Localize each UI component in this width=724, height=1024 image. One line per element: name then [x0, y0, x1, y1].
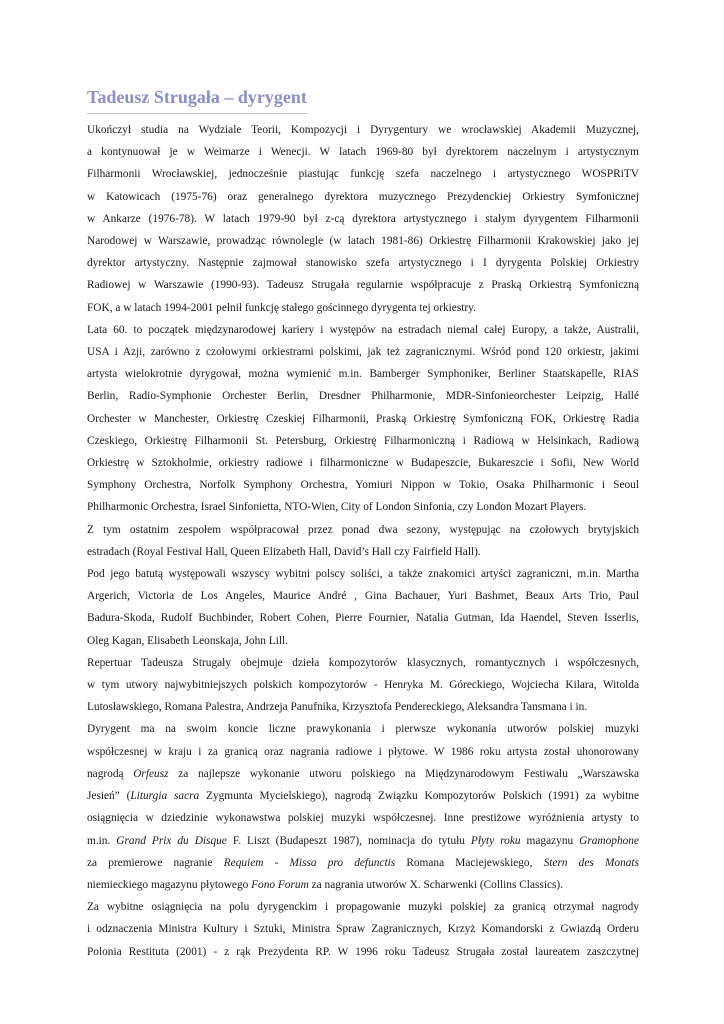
text-line: Z tym ostatnim zespołem współpracował przez ponad dwa sezony, występując na czołowych brytyjskich [87, 523, 639, 536]
paragraph [87, 718, 639, 896]
text-line: Repertuar Tadeusza Strugały obejmuje dzieła kompozytorów klasycznych, romantycznych i współczesnych, [87, 656, 639, 669]
text-line: Radiowej w Warszawie (1990-93). Tadeusz Strugała regularnie współpracuje z Praską Orkiestrą Symfoniczną [87, 279, 639, 292]
text-line: w Ankarze (1976-78). W latach 1979-90 był z-cą dyrektora artystycznego i stałym dyrygentem Filharmonii [87, 212, 639, 225]
italic-title: Gramophone [579, 834, 640, 847]
text-line: i odznaczenia Ministra Kultury i Sztuki, Ministra Spraw Zagranicznych, Krzyż Komandorski z Gwiazdą Orderu [87, 923, 639, 936]
text-line: Lutosławskiego, Romana Palestra, Andrzeja Panufnika, Krzysztofa Pendereckiego, Aleksandra Tansmana i in. [87, 701, 588, 714]
text-line [87, 763, 639, 785]
text-line [87, 830, 639, 852]
italic-title: Grand Prix du Disque [116, 834, 227, 847]
text-run: Zygmunta Mycielskiego), nagrodą Związku Kompozytorów Polskich (1991) za wybitne [199, 790, 639, 803]
italic-title: Requiem - Missa pro defunctis [223, 856, 396, 869]
italic-title: Płyty roku [470, 834, 521, 847]
text-run: Jesień” ( [87, 790, 131, 803]
text-line: Za wybitne osiągnięcia na polu dyrygenckim i propagowanie muzyki polskiej za granicą otrzymał nagrody [87, 901, 639, 914]
text-run: za premierowe nagranie [87, 856, 224, 869]
text-run: Romana Maciejewskiego, [395, 856, 544, 869]
paragraph [87, 119, 639, 319]
text-run: magazynu [520, 834, 580, 847]
text-line [87, 785, 639, 807]
paragraph [87, 652, 639, 719]
text-line: Orkiestrę w Sztokholmie, orkiestry radiowe i filharmoniczne w Budapeszcie, Bukareszcie i Sofii, New World [87, 457, 639, 470]
text-line: Czeskiego, Orkiestrę Filharmonii St. Petersburg, Orkiestrę Filharmoniczną i Radiową w Helsinkach, Radiową [87, 434, 639, 447]
text-line: artysta wielokrotnie dyrygował, można wymienić m.in. Bamberger Symphoniker, Berliner Staatskapelle, RIAS [87, 368, 639, 381]
text-line: Ukończył studia na Wydziale Teorii, Kompozycji i Dyrygentury we wrocławskiej Akademii Muzycznej, [87, 124, 639, 136]
text-line: estradach (Royal Festival Hall, Queen Elizabeth Hall, David’s Hall czy Fairfield Hall). [87, 545, 481, 558]
text-run: F. Liszt (Budapeszt 1987), nominacja do tytułu [226, 834, 471, 847]
paragraph [87, 896, 639, 963]
text-line: Narodowej w Warszawie, prowadząc równolegle (w latach 1981-86) Orkiestrę Filharmonii Krakowskiej jako jej [87, 235, 639, 248]
text-line: w Katowicach (1975-76) oraz generalnego dyrektora muzycznego Prezydenckiej Orkiestry Symfonicznej [87, 190, 639, 203]
paragraph [87, 519, 639, 563]
text-line: Argerich, Victoria de Los Angeles, Maurice André , Gina Bachauer, Yuri Bashmet, Beaux Arts Trio, Paul [87, 590, 639, 603]
text-line: Orchester w Manchester, Orkiestrę Czeskiej Filharmonii, Praską Orkiestrę Symfoniczną FOK, Orkiestrę Radia [87, 412, 639, 425]
text-line: dyrektor artystyczny. Następnie zajmował stanowisko szefa artystycznego i I dyrygenta Polskiej Orkiestry [87, 257, 639, 270]
text-line: Symphony Orchestra, Norfolk Symphony Orchestra, Yomiuri Nippon w Tokio, Osaka Philharmonic i Seoul [87, 479, 639, 492]
text-line: Filharmonii Wrocławskiej, jednocześnie piastując funkcję szefa naczelnego i artystycznego WOSPRiTV [87, 168, 639, 181]
text-run: niemieckiego magazynu płytowego [87, 878, 252, 891]
text-line: w tym utwory najwybitniejszych polskich kompozytorów - Henryka M. Góreckiego, Wojciecha Kilara, Witolda [87, 679, 639, 692]
italic-title: Fono Forum [251, 878, 309, 891]
text-line: Dyrygent ma na swoim koncie liczne prawykonania i pierwsze wykonania utworów polskiej muzyki [87, 723, 639, 736]
text-line [87, 852, 639, 874]
text-line: a kontynuował je w Weimarze i Wenecji. W latach 1969-80 był dyrektorem naczelnym i artystycznym [87, 146, 639, 159]
text-line: Oleg Kagan, Elisabeth Leonskaja, John Lill. [87, 634, 288, 647]
text-line: Pod jego batutą występowali wszyscy wybitni polscy soliści, a także znakomici artyści zagraniczni, m.in. Martha [87, 568, 639, 581]
text-line: USA i Azji, zarówno z czołowymi orkiestrami polskimi, jak też zagranicznymi. Wśród pond 120 orkiestr, jakimi [87, 346, 639, 359]
text-line: Berlin, Radio-Symphonie Orchester Berlin, Dresdner Philharmonie, MDR-Sinfonieorchester Leipzig, Hallé [87, 390, 639, 403]
italic-title: Stern des Monats [543, 856, 639, 869]
document-title: Tadeusz Strugała – dyrygent [87, 86, 307, 114]
italic-title: Orfeusz [133, 767, 169, 780]
text-line: Lata 60. to początek międzynarodowej kariery i występów na estradach niemal całej Europy, a także, Australii, [87, 323, 639, 336]
text-run: za nagrania utworów X. Scharwenki (Collins Classics). [308, 878, 564, 891]
text-line: Polonia Restituta (2001) - z rąk Prezydenta RP. W 1996 roku Tadeusz Strugała został laureatem zaszczytnej [87, 945, 639, 958]
text-line: współczesnej w kraju i za granicą oraz nagrania radiowe i płytowe. W 1986 roku artysta został uhonorowany [87, 745, 639, 758]
text-line: Philharmonic Orchestra, Israel Sinfonietta, NTO-Wien, City of London Sinfonia, czy London Mozart Players. [87, 501, 587, 514]
paragraph [87, 319, 639, 519]
italic-title: Liturgia sacra [130, 790, 200, 803]
paragraph [87, 563, 639, 652]
text-line: osiągnięcia w dziedzinie wykonawstwa polskiej muzyki współczesnej. Inne prestiżowe wyróżnienia artysty to [87, 812, 639, 825]
text-line: FOK, a w latach 1994-2001 pełnił funkcję stałego gościnnego dyrygenta tej orkiestry. [87, 301, 476, 314]
document-body [87, 119, 639, 963]
text-run: nagrodą [87, 767, 134, 780]
text-run: za najlepsze wykonanie utworu polskiego na Międzynarodowym Festiwalu „Warszawska [168, 767, 639, 780]
text-line [87, 874, 639, 896]
text-line: Badura-Skoda, Rudolf Buchbinder, Robert Cohen, Pierre Fournier, Natalia Gutman, Ida Haendel, Steven Isserlis, [87, 612, 639, 625]
text-run: m.in. [87, 834, 117, 847]
document-page [87, 86, 639, 963]
